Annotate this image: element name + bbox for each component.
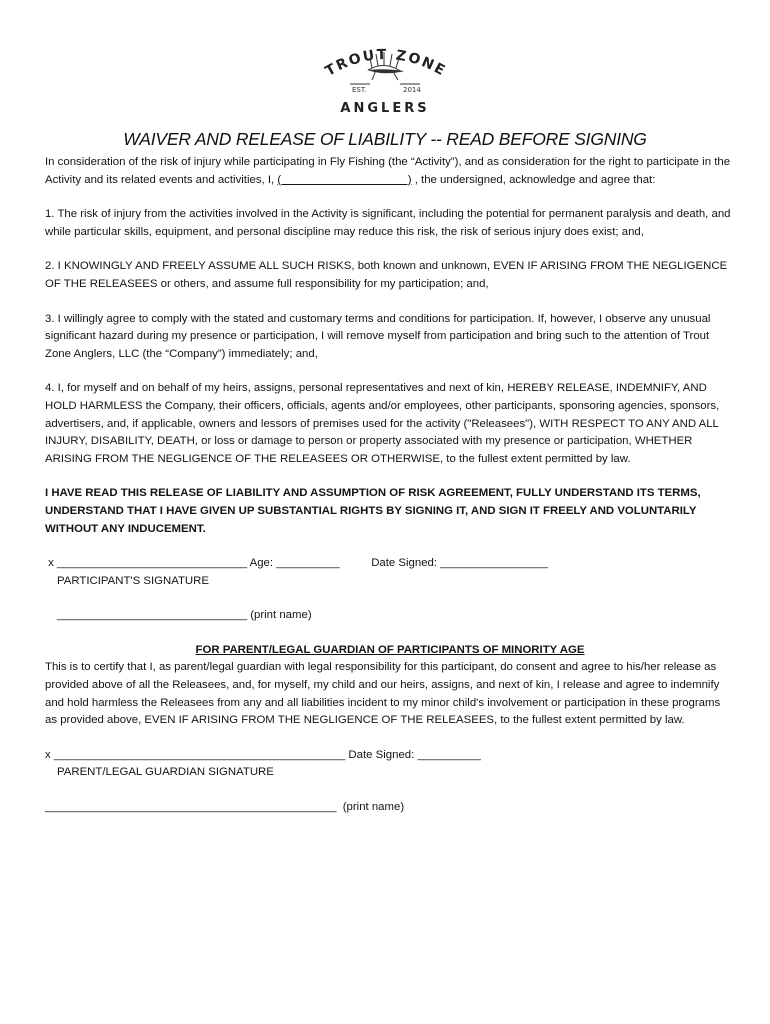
svg-text:TROUT ZONE [323,47,449,80]
logo-top-text: TROUT ZONE [322,46,450,80]
clause-1: 1. The risk of injury from the activities involved in the Activity is significant, including the potential for permanent paralysis and death, and while particular skills, equipment, and personal discipline may reduce this risk, the risk of serious injury does exist; and, [45,208,731,238]
acknowledgment-statement: I HAVE READ THIS RELEASE OF LIABILITY AND ASSUMPTION OF RISK AGREEMENT, FULLY UNDERSTAND ITS TERMS, UNDERSTAND THAT I HAVE GIVEN UP SUBSTANTIAL RIGHTS BY SIGNING IT, AND SIGN IT FREELY AND VOLUNTARILY WITHOUT ANY INDUCEMENT. [45,487,701,535]
guardian-signature-label: PARENT/LEGAL GUARDIAN SIGNATURE [57,766,274,779]
participant-signature-label: PARTICIPANT'S SIGNATURE [57,574,209,587]
fly-lure-icon [312,40,458,124]
participant-print-name-line[interactable]: ______________________________ (print name) [57,609,312,622]
guardian-print-name-line[interactable]: ______________________________________________ (print name) [45,801,405,814]
participant-signature-line[interactable]: x ______________________________ Age: __________ Date Signed: _________________ [45,557,548,570]
clause-3: 3. I willingly agree to comply with the stated and customary terms and conditions for participation. If, however, I observe any unusual significant hazard during my presence or participation, I will remove myself from participation and bring such to the attention of Trout Zone Anglers, LLC (the “Company”) immediately; and, [45,312,711,360]
guardian-heading: FOR PARENT/LEGAL GUARDIAN OF PARTICIPANTS OF MINORITY AGE [195,643,585,656]
waiver-body [45,154,735,817]
intro-text-2: , the undersigned, acknowledge and agree that: [411,173,656,186]
logo-year: 2014 [403,86,421,94]
intro-paragraph [45,154,735,189]
participant-name-blank[interactable]: ( ) [277,173,412,186]
clause-4: 4. I, for myself and on behalf of my heirs, assigns, personal representatives and next of kin, HEREBY RELEASE, INDEMNIFY, AND HOLD HARMLESS the Company, their officers, officials, agents and/or employees, other participants, sponsoring agencies, sponsors, advertisers, and, if applicable, owners and lessors of premises used for the activity ("Releasees"), WITH RESPECT TO ANY AND ALL INJURY, DISABILITY, DEATH, or loss or damage to person or property associated with my presence or participation, WHETHER ARISING FROM THE NEGLIGENCE OF THE RELEASEES OR OTHERWISE, to the fullest extent permitted by law. [45,382,720,465]
company-logo [312,40,458,124]
guardian-signature-line[interactable]: x ______________________________________________ Date Signed: __________ [45,748,481,761]
document-title: WAIVER AND RELEASE OF LIABILITY -- READ BEFORE SIGNING [123,129,647,149]
intro-text-1: In consideration of the risk of injury while participating in Fly Fishing (the “Activity”), and as consideration for the right to participate in the Activity and its related events and activities, I, [45,156,731,186]
logo-est: EST. [352,86,367,94]
clause-2: 2. I KNOWINGLY AND FREELY ASSUME ALL SUCH RISKS, both known and unknown, EVEN IF ARISING FROM THE NEGLIGENCE OF THE RELEASEES or others, and assume full responsibility for my participation; and, [45,260,728,290]
guardian-paragraph: This is to certify that I, as parent/legal guardian with legal responsibility for this participant, do consent and agree to his/her release as provided above of all the Releasees, and, for myself, my child and our heirs, assigns, and next of kin, I release and agree to indemnify and hold harmless the Releasees from any and all liabilities incident to my minor child's involvement or participation in these programs as provided above, EVEN IF ARISING FROM THE NEGLIGENCE OF THE RELEASEES, to the fullest extent permitted by law. [45,661,721,727]
logo-bottom-text: ANGLERS [340,101,430,116]
